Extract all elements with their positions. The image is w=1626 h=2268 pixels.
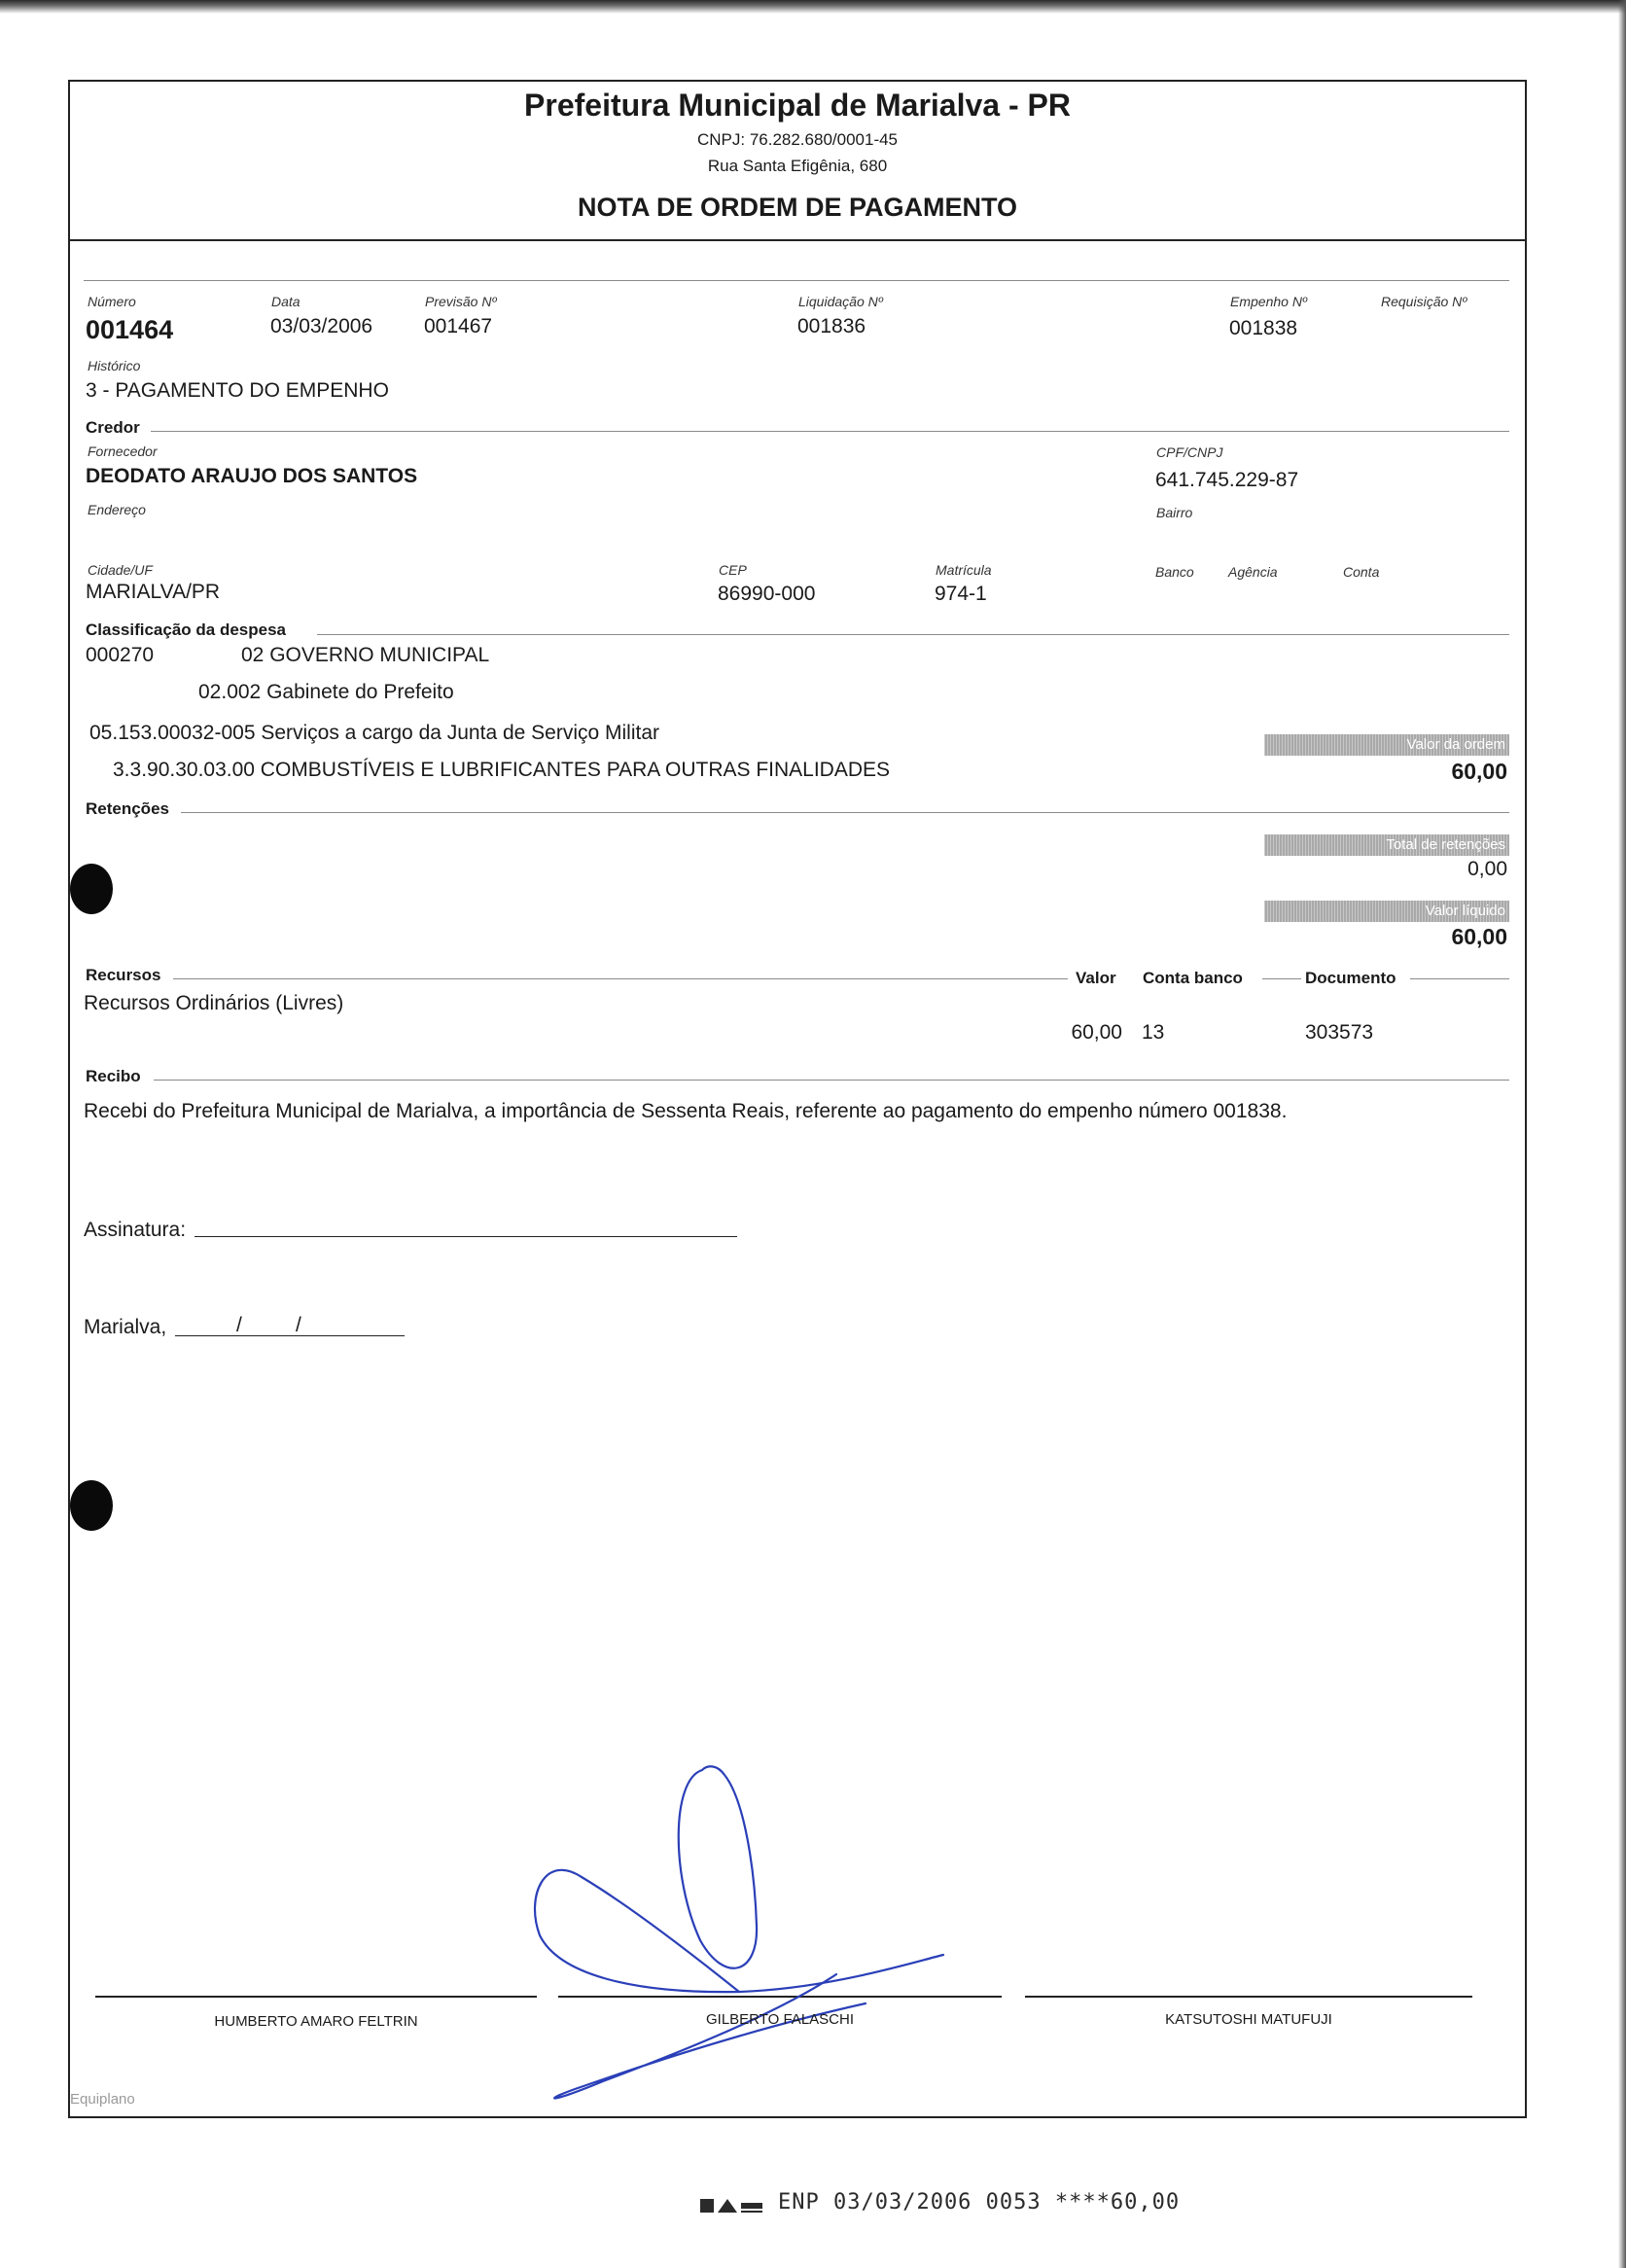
- valor-liquido-label: Valor líquido: [1264, 901, 1509, 922]
- prefeitura-title: Prefeitura Municipal de Marialva - PR: [524, 88, 1071, 123]
- signatory-3: KATSUTOSHI MATUFUJI: [1165, 2011, 1332, 2028]
- cep-label: CEP: [719, 562, 747, 578]
- document-type-title: NOTA DE ORDEM DE PAGAMENTO: [577, 193, 1018, 222]
- recursos-col-conta: Conta banco: [1143, 969, 1243, 987]
- total-retencoes-value: 0,00: [1467, 858, 1507, 880]
- classificacao-unidade: 02.002 Gabinete do Prefeito: [198, 681, 454, 703]
- liquidacao-value: 001836: [797, 315, 866, 337]
- numero-value: 001464: [86, 315, 174, 344]
- endereco-label: Endereço: [88, 502, 146, 517]
- recibo-section-title: Recibo: [86, 1067, 147, 1086]
- empenho-value: 001838: [1229, 317, 1298, 339]
- recursos-fonte: Recursos Ordinários (Livres): [84, 992, 344, 1014]
- marialva-date-label: Marialva,: [84, 1316, 167, 1338]
- cpf-label: CPF/CNPJ: [1156, 444, 1223, 460]
- empenho-label: Empenho Nº: [1230, 294, 1308, 309]
- classificacao-orgao: 02 GOVERNO MUNICIPAL: [241, 644, 490, 666]
- recursos-section-title: Recursos: [86, 966, 164, 985]
- liquidacao-label: Liquidação Nº: [798, 294, 883, 309]
- requisicao-label: Requisição Nº: [1381, 294, 1467, 309]
- cpf-value: 641.745.229-87: [1155, 469, 1299, 491]
- valor-ordem-value: 60,00: [1451, 759, 1507, 784]
- valor-liquido-value: 60,00: [1451, 924, 1507, 949]
- recursos-conta: 13: [1142, 1021, 1165, 1044]
- recursos-col-documento: Documento: [1305, 969, 1396, 987]
- signatory-2: GILBERTO FALASCHI: [706, 2011, 854, 2028]
- data-value: 03/03/2006: [270, 315, 373, 337]
- signatory-1: HUMBERTO AMARO FELTRIN: [214, 2013, 418, 2030]
- credor-section-title: Credor: [86, 418, 146, 438]
- classificacao-code: 000270: [86, 644, 155, 666]
- cidade-label: Cidade/UF: [88, 562, 153, 578]
- stamp-logo-icon: [698, 2193, 766, 2220]
- conta-label: Conta: [1343, 564, 1380, 580]
- fornecedor-value: DEODATO ARAUJO DOS SANTOS: [86, 465, 418, 487]
- recursos-valor: 60,00: [1071, 1021, 1122, 1044]
- date-sep-2: /: [296, 1314, 301, 1336]
- recursos-col-valor: Valor: [1076, 969, 1116, 987]
- bairro-label: Bairro: [1156, 505, 1193, 520]
- fornecedor-label: Fornecedor: [88, 443, 158, 459]
- retencoes-section-title: Retenções: [86, 799, 173, 819]
- payment-stamp: ENP 03/03/2006 0053 ****60,00: [778, 2190, 1181, 2215]
- recibo-text: Recebi do Prefeitura Municipal de Marialva, a importância de Sessenta Reais, referente ao pagamento do empenho número 001838.: [84, 1100, 1288, 1122]
- numero-label: Número: [88, 294, 136, 309]
- historico-value: 3 - PAGAMENTO DO EMPENHO: [86, 379, 389, 402]
- date-sep-1: /: [236, 1314, 242, 1336]
- matricula-label: Matrícula: [936, 562, 992, 578]
- data-label: Data: [271, 294, 300, 309]
- cidade-value: MARIALVA/PR: [86, 581, 221, 603]
- valor-ordem-label: Valor da ordem: [1264, 734, 1509, 756]
- total-retencoes-label: Total de retenções: [1264, 834, 1509, 856]
- address-line: Rua Santa Efigênia, 680: [707, 157, 888, 175]
- previsao-label: Previsão Nº: [425, 294, 497, 309]
- classificacao-funcional: 05.153.00032-005 Serviços a cargo da Junta de Serviço Militar: [89, 722, 660, 744]
- assinatura-label: Assinatura:: [84, 1219, 187, 1241]
- agencia-label: Agência: [1228, 564, 1278, 580]
- historico-label: Histórico: [88, 358, 141, 373]
- cnpj-line: CNPJ: 76.282.680/0001-45: [696, 130, 899, 149]
- recursos-documento: 303573: [1305, 1021, 1374, 1044]
- previsao-value: 001467: [424, 315, 493, 337]
- classificacao-section-title: Classificação da despesa: [86, 620, 292, 640]
- software-credit: Equiplano: [70, 2091, 135, 2108]
- cep-value: 86990-000: [718, 583, 816, 605]
- classificacao-elemento: 3.3.90.30.03.00 COMBUSTÍVEIS E LUBRIFICANTES PARA OUTRAS FINALIDADES: [113, 759, 891, 781]
- banco-label: Banco: [1155, 564, 1194, 580]
- matricula-value: 974-1: [935, 583, 987, 605]
